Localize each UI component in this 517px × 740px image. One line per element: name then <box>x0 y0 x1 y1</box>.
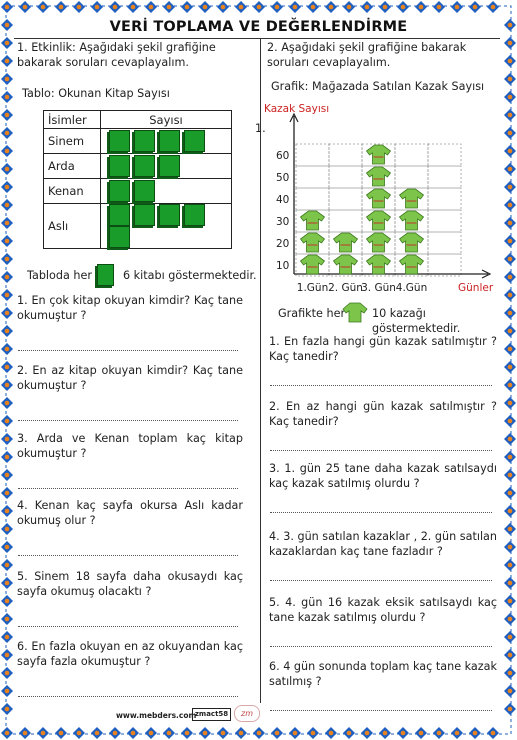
book-icon <box>159 155 180 177</box>
table-key-prefix: Tabloda her <box>27 269 92 282</box>
book-icon <box>109 204 130 226</box>
sweater-mark <box>367 233 391 252</box>
border-ornament <box>504 541 516 553</box>
border-ornament <box>504 343 516 355</box>
border-ornament <box>163 1 175 13</box>
book-icon <box>109 155 130 177</box>
border-ornament <box>271 727 283 739</box>
border-ornament <box>1 685 13 697</box>
border-ornament <box>397 1 409 13</box>
chart-key-suffix: 10 kazağı göstermektedir. <box>372 307 461 335</box>
border-ornament <box>504 397 516 409</box>
border-ornament <box>504 667 516 679</box>
border-ornament <box>1 181 13 193</box>
border-ornament <box>19 1 31 13</box>
sweater-mark <box>400 233 424 252</box>
sweater-mark <box>400 211 424 230</box>
grid-cell <box>296 188 329 210</box>
border-ornament <box>199 1 211 13</box>
x-tick-label: 1.Gün <box>296 282 329 294</box>
border-ornament <box>199 727 211 739</box>
border-ornament <box>1 217 13 229</box>
x-axis-label: Günler <box>458 282 494 294</box>
border-ornament <box>1 91 13 103</box>
y-tick-label: 40 <box>276 194 290 206</box>
answer-line[interactable] <box>18 696 238 697</box>
border-ornament <box>1 235 13 247</box>
border-ornament <box>379 1 391 13</box>
border-ornament <box>181 727 193 739</box>
y-tick-label: 50 <box>276 172 290 184</box>
question-6: 6. 4 gün sonunda toplam kaç tane kazak satılmış ? <box>269 660 497 688</box>
sweater-mark <box>400 255 424 274</box>
border-ornament <box>451 1 463 13</box>
border-ornament <box>1 109 13 121</box>
border-ornament <box>1 487 13 499</box>
border-ornament <box>307 727 319 739</box>
question-2: 2. En az hangi gün kazak satılmıştır ? Kaç tanedir? <box>269 400 497 428</box>
question-4: 4. 3. gün satılan kazaklar , 2. gün satılan kazaklardan kaç tane fazladır ? <box>269 530 497 558</box>
question-3: 3. Arda ve Kenan toplam kaç kitap okumuştur ? <box>17 432 243 460</box>
footer-url: www.mebders.com <box>116 711 197 720</box>
border-ornament <box>361 1 373 13</box>
question-5: 5. Sinem 18 sayfa daha okusaydı kaç sayfa okumuş olacaktı ? <box>17 570 243 598</box>
border-ornament <box>504 649 516 661</box>
sweater-mark <box>301 255 325 274</box>
chart-title: Grafik: Mağazada Satılan Kazak Sayısı <box>271 80 485 93</box>
grid-cell <box>428 144 461 166</box>
grid-cell <box>428 188 461 210</box>
book-icon <box>134 155 155 177</box>
border-ornament <box>1 469 13 481</box>
border-ornament <box>1 577 13 589</box>
border-ornament <box>1 703 13 715</box>
x-tick-label: 2. Gün <box>328 282 363 294</box>
col-names-header: İsimler <box>44 111 101 129</box>
x-tick-label: 4.Gün <box>395 282 428 294</box>
sweater-mark <box>301 233 325 252</box>
border-ornament <box>1 1 13 13</box>
question-1: 1. En fazla hangi gün kazak satılmıştır ? Kaç tanedir? <box>269 335 497 363</box>
border-ornament <box>1 73 13 85</box>
border-ornament <box>1 37 13 49</box>
col-count-header: Sayısı <box>101 111 232 129</box>
border-ornament <box>289 1 301 13</box>
border-ornament <box>361 727 373 739</box>
border-ornament <box>127 1 139 13</box>
border-ornament <box>73 727 85 739</box>
border-ornament <box>1 253 13 265</box>
border-ornament <box>1 667 13 679</box>
border-ornament <box>325 1 337 13</box>
row-name: Aslı <box>44 204 101 249</box>
border-ornament <box>487 727 499 739</box>
row-name: Arda <box>44 154 101 179</box>
border-ornament <box>433 1 445 13</box>
question-5: 5. 4. gün 16 kazak eksik satılsaydı kaç tane kazak satılmış olurdu ? <box>269 596 497 624</box>
border-ornament <box>504 523 516 535</box>
border-ornament <box>1 727 13 739</box>
border-ornament <box>1 613 13 625</box>
border-ornament <box>217 727 229 739</box>
sweater-mark <box>367 211 391 230</box>
border-ornament <box>1 289 13 301</box>
table-row <box>44 129 232 154</box>
sweater-mark <box>367 167 391 186</box>
book-icon <box>109 130 130 152</box>
sweater-icon <box>342 301 368 323</box>
answer-line[interactable] <box>18 350 238 351</box>
left-intro: 1. Etkinlik: Aşağıdaki şekil grafiğine bakarak soruları cevaplayalım. <box>17 41 216 69</box>
border-ornament <box>504 451 516 463</box>
border-ornament <box>1 523 13 535</box>
row-books <box>101 154 232 179</box>
border-ornament <box>504 433 516 445</box>
sweater-mark <box>400 189 424 208</box>
border-ornament <box>1 541 13 553</box>
answer-line[interactable] <box>18 626 238 627</box>
border-ornament <box>91 727 103 739</box>
book-icon <box>184 130 205 152</box>
border-ornament <box>109 727 121 739</box>
book-table <box>43 110 232 249</box>
grid-cell <box>296 166 329 188</box>
border-ornament <box>271 1 283 13</box>
border-ornament <box>469 1 481 13</box>
border-ornament <box>145 1 157 13</box>
border-ornament <box>163 727 175 739</box>
border-ornament <box>217 1 229 13</box>
sweater-mark <box>367 145 391 164</box>
border-ornament <box>235 727 247 739</box>
border-ornament <box>1 595 13 607</box>
answer-line[interactable] <box>18 555 238 556</box>
border-ornament <box>55 1 67 13</box>
grid-cell <box>329 210 362 232</box>
grid-cell <box>395 166 428 188</box>
answer-line[interactable] <box>270 646 492 647</box>
grid-cell <box>296 144 329 166</box>
border-ornament <box>504 577 516 589</box>
grid-cell <box>428 166 461 188</box>
grid-cell <box>428 254 461 276</box>
border-ornament <box>1 505 13 517</box>
border-ornament <box>451 727 463 739</box>
border-ornament <box>504 415 516 427</box>
y-axis-label: Kazak Sayısı <box>264 103 330 115</box>
border-ornament <box>504 505 516 517</box>
right-intro: 2. Aşağıdaki şekil grafiğine bakarak soruları cevaplayalım. <box>267 41 467 69</box>
border-ornament <box>73 1 85 13</box>
book-icon <box>109 226 130 248</box>
sweater-mark <box>367 189 391 208</box>
border-ornament <box>19 727 31 739</box>
sweater-mark <box>334 233 358 252</box>
table-row <box>44 204 232 249</box>
border-ornament <box>37 727 49 739</box>
question-3: 3. 1. gün 25 tane daha kazak satılsaydı kaç kazak satılmış olurdu ? <box>269 462 497 490</box>
border-ornament <box>504 595 516 607</box>
book-icon <box>159 130 180 152</box>
book-icon <box>159 204 180 226</box>
border-ornament <box>343 1 355 13</box>
row-name: Kenan <box>44 179 101 204</box>
footer-logo: zm <box>234 705 260 722</box>
border-ornament <box>504 37 516 49</box>
border-ornament <box>504 469 516 481</box>
title-divider <box>14 38 500 39</box>
border-ornament <box>1 55 13 67</box>
border-ornament <box>504 361 516 373</box>
border-ornament <box>1 397 13 409</box>
border-ornament <box>504 685 516 697</box>
border-ornament <box>1 163 13 175</box>
border-ornament <box>325 727 337 739</box>
border-ornament <box>1 307 13 319</box>
border-ornament <box>1 271 13 283</box>
y-tick-label: 30 <box>276 216 290 228</box>
book-icon <box>134 130 155 152</box>
book-icon <box>134 204 155 226</box>
answer-line[interactable] <box>270 710 492 711</box>
border-ornament <box>397 727 409 739</box>
book-icon <box>109 180 130 202</box>
answer-line[interactable] <box>270 385 492 386</box>
table-title: Tablo: Okunan Kitap Sayısı <box>22 87 170 100</box>
row-name: Sinem <box>44 129 101 154</box>
grid-cell <box>329 188 362 210</box>
y-tick-label: 20 <box>276 238 290 250</box>
border-ornament <box>415 727 427 739</box>
border-ornament <box>504 613 516 625</box>
border-ornament <box>433 727 445 739</box>
border-ornament <box>1 415 13 427</box>
answer-line[interactable] <box>270 450 492 451</box>
sweater-mark <box>367 255 391 274</box>
page-title: VERİ TOPLAMA VE DEĞERLENDİRME <box>109 19 408 35</box>
answer-line[interactable] <box>18 420 238 421</box>
answer-line[interactable] <box>270 580 492 581</box>
row-books <box>101 204 232 249</box>
border-ornament <box>145 727 157 739</box>
border-ornament <box>37 1 49 13</box>
border-ornament <box>253 1 265 13</box>
border-ornament <box>504 487 516 499</box>
sweater-mark <box>301 211 325 230</box>
border-ornament <box>1 649 13 661</box>
grid-cell <box>329 166 362 188</box>
border-ornament <box>1 343 13 355</box>
border-ornament <box>253 727 265 739</box>
border-ornament <box>415 1 427 13</box>
border-ornament <box>181 1 193 13</box>
y-tick-label: 60 <box>276 150 290 162</box>
border-ornament <box>55 727 67 739</box>
footer-code: zmact58 <box>192 708 231 721</box>
chart-key-prefix: Grafikte her <box>278 307 346 320</box>
border-ornament <box>1 379 13 391</box>
border-ornament <box>379 727 391 739</box>
sweater-chart <box>260 96 510 296</box>
row-books <box>101 129 232 154</box>
border-ornament <box>487 1 499 13</box>
book-icon <box>134 180 155 202</box>
grid-cell <box>428 232 461 254</box>
border-ornament <box>1 361 13 373</box>
border-ornament <box>91 1 103 13</box>
border-ornament <box>1 433 13 445</box>
border-ornament <box>1 325 13 337</box>
border-ornament <box>504 73 516 85</box>
border-ornament <box>1 145 13 157</box>
grid-cell <box>428 210 461 232</box>
grid-cell <box>395 144 428 166</box>
border-ornament <box>343 727 355 739</box>
border-ornament <box>127 727 139 739</box>
border-ornament <box>235 1 247 13</box>
border-ornament <box>504 703 516 715</box>
border-ornament <box>1 559 13 571</box>
border-ornament <box>307 1 319 13</box>
border-ornament <box>289 727 301 739</box>
border-ornament <box>1 631 13 643</box>
question-1: 1. En çok kitap okuyan kimdir? Kaç tane okumuştur ? <box>17 294 243 322</box>
book-icon <box>97 264 114 286</box>
table-key-suffix: 6 kitabı göstermektedir. <box>123 269 257 282</box>
answer-line[interactable] <box>18 488 238 489</box>
answer-line[interactable] <box>270 512 492 513</box>
table-row <box>44 179 232 204</box>
border-ornament <box>1 127 13 139</box>
question-4: 4. Kenan kaç sayfa okursa Aslı kadar okumuş olur ? <box>17 499 243 527</box>
row-books <box>101 179 232 204</box>
table-row <box>44 154 232 179</box>
border-ornament <box>504 559 516 571</box>
y-tick-label: 10 <box>276 260 290 272</box>
border-ornament <box>504 631 516 643</box>
border-ornament <box>504 55 516 67</box>
border-ornament <box>1 199 13 211</box>
border-ornament <box>469 727 481 739</box>
x-tick-label: 3. Gün <box>361 282 396 294</box>
grid-cell <box>329 144 362 166</box>
sweater-mark <box>334 255 358 274</box>
border-ornament <box>504 379 516 391</box>
question-6: 6. En fazla okuyan en az okuyandan kaç sayfa fazla okumuştur ? <box>17 640 243 668</box>
border-ornament <box>1 451 13 463</box>
stray-mark: 1. <box>255 122 266 135</box>
border-ornament <box>109 1 121 13</box>
question-2: 2. En az kitap okuyan kimdir? Kaç tane okumuştur ? <box>17 364 243 392</box>
book-icon <box>184 204 205 226</box>
